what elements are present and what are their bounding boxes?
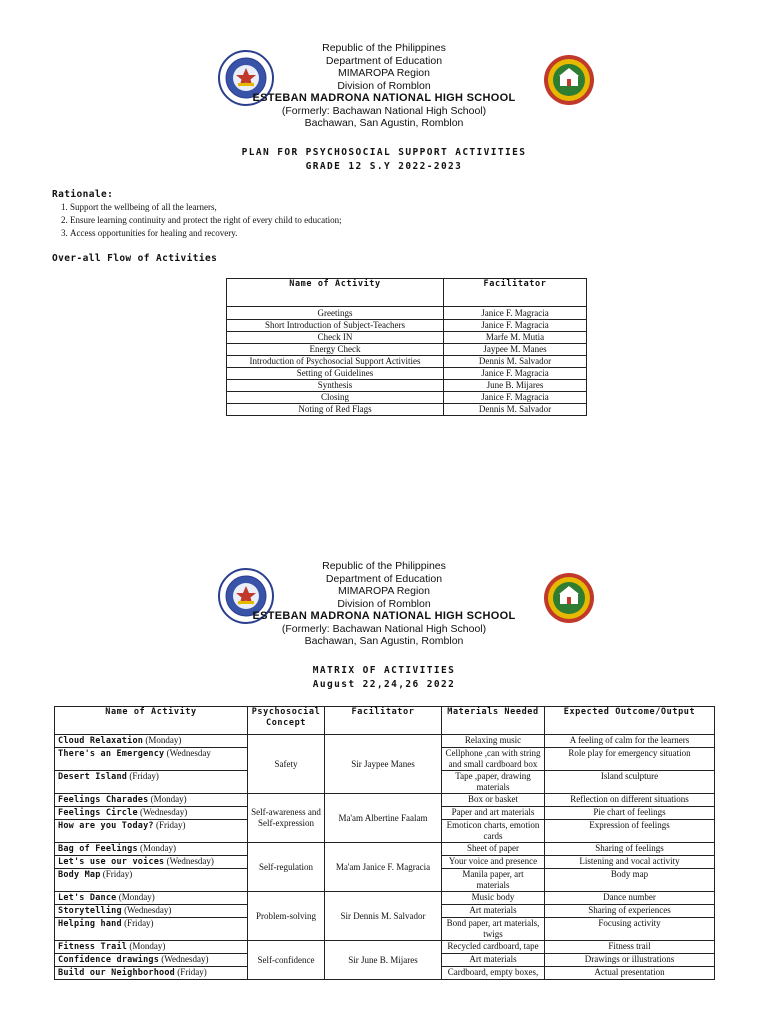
facilitator-cell: Dennis M. Salvador — [444, 404, 587, 416]
table-row — [227, 307, 587, 320]
activity-name: There's an Emergency — [58, 749, 165, 759]
list-item: 3. Access opportunities for healing and recovery. — [70, 227, 470, 240]
activity-name: Bag of Feelings — [58, 844, 138, 854]
table-row — [55, 941, 715, 954]
activity-day: (Friday) — [155, 820, 186, 830]
outcome-cell: Drawings or illustrations — [545, 954, 715, 967]
table-row — [227, 356, 587, 368]
header-line: MIMAROPA Region — [337, 67, 430, 79]
list-item: 1. Support the wellbeing of all the learners, — [70, 201, 470, 214]
materials-cell: Manila paper, art materials — [442, 869, 545, 892]
column-header: Expected Outcome/Output — [545, 707, 715, 735]
materials-cell: Emoticon charts, emotion cards — [442, 820, 545, 843]
column-header: Name of Activity — [55, 707, 248, 735]
facilitator-cell: Ma'am Janice F. Magracia — [325, 843, 442, 892]
concept-cell: Safety — [248, 735, 325, 794]
activity-cell: Check IN — [227, 332, 444, 344]
activity-name-cell — [55, 771, 248, 794]
matrix-table — [54, 706, 715, 980]
activity-name: Let's Dance — [58, 893, 117, 903]
matrix-date: August 22,24,26 2022 — [312, 679, 456, 690]
header-line: Republic of the Philippines — [322, 42, 446, 54]
table-row — [227, 380, 587, 392]
flow-label: Over-all Flow of Activities — [52, 253, 218, 264]
table-row — [227, 404, 587, 416]
activity-name-cell — [55, 869, 248, 892]
table-row — [227, 344, 587, 356]
table-row — [55, 892, 715, 905]
outcome-cell: A feeling of calm for the learners — [545, 735, 715, 748]
materials-cell: Cellphone ,can with string and small cardboard box — [442, 748, 545, 771]
materials-cell: Box or basket — [442, 794, 545, 807]
activity-cell: Noting of Red Flags — [227, 404, 444, 416]
outcome-cell: Body map — [545, 869, 715, 892]
outcome-cell: Focusing activity — [545, 918, 715, 941]
activity-name-cell — [55, 856, 248, 869]
table-row — [55, 794, 715, 807]
table-row — [227, 392, 587, 404]
activity-cell: Short Introduction of Subject-Teachers — [227, 320, 444, 332]
activity-cell: Synthesis — [227, 380, 444, 392]
materials-cell: Tape ,paper, drawing materials — [442, 771, 545, 794]
activity-name-cell — [55, 905, 248, 918]
activity-name-cell — [55, 820, 248, 843]
activity-name-cell — [55, 807, 248, 820]
facilitator-cell: Janice F. Magracia — [444, 392, 587, 404]
outcome-cell: Actual presentation — [545, 967, 715, 980]
table-row — [227, 368, 587, 380]
column-header: Facilitator — [325, 707, 442, 735]
outcome-cell: Sharing of experiences — [545, 905, 715, 918]
activity-name: Fitness Trail — [58, 942, 128, 952]
facilitator-cell: Jaypee M. Manes — [444, 344, 587, 356]
activity-day: (Wednesday) — [166, 856, 214, 866]
materials-cell: Music body — [442, 892, 545, 905]
materials-cell: Your voice and presence — [442, 856, 545, 869]
rationale-list — [52, 201, 470, 240]
header-line: MIMAROPA Region — [337, 585, 430, 597]
outcome-cell: Role play for emergency situation — [545, 748, 715, 771]
facilitator-cell: Janice F. Magracia — [444, 307, 587, 320]
activity-day: (Monday) — [150, 794, 187, 804]
activity-day: (Friday) — [177, 967, 207, 977]
activity-day: (Monday) — [145, 735, 182, 745]
materials-cell: Art materials — [442, 905, 545, 918]
outcome-cell: Sharing of feelings — [545, 843, 715, 856]
activity-name: Body Map — [58, 870, 101, 880]
header-line: Republic of the Philippines — [322, 560, 446, 572]
activity-name-cell — [55, 941, 248, 954]
activity-day: (Wednesday) — [124, 905, 172, 915]
materials-cell: Cardboard, empty boxes, — [442, 967, 545, 980]
table-row — [55, 843, 715, 856]
activity-name: Let's use our voices — [58, 857, 165, 867]
facilitator-cell: June B. Mijares — [444, 380, 587, 392]
list-item: 2. Ensure learning continuity and protect the right of every child to education; — [70, 214, 470, 227]
activity-day: (Wednesday) — [161, 954, 209, 964]
concept-cell: Self-confidence — [248, 941, 325, 980]
concept-cell: Self-awareness and Self-expression — [248, 794, 325, 843]
school-name: ESTEBAN MADRONA NATIONAL HIGH SCHOOL — [252, 92, 516, 104]
activity-day: (Monday) — [140, 843, 177, 853]
activity-name-cell — [55, 892, 248, 905]
table-row — [55, 735, 715, 748]
materials-cell: Paper and art materials — [442, 807, 545, 820]
activity-name-cell — [55, 967, 248, 980]
facilitator-cell: Janice F. Magracia — [444, 320, 587, 332]
concept-cell: Problem-solving — [248, 892, 325, 941]
outcome-cell: Island sculpture — [545, 771, 715, 794]
activity-name: Build our Neighborhood — [58, 968, 175, 978]
school-formerly: (Formerly: Bachawan National High School) — [281, 622, 487, 635]
activity-name: Desert Island — [58, 772, 128, 782]
activity-cell: Closing — [227, 392, 444, 404]
header-line: Division of Romblon — [337, 597, 431, 610]
outcome-cell: Pie chart of feelings — [545, 807, 715, 820]
facilitator-cell: Marfe M. Mutia — [444, 332, 587, 344]
activity-cell: Setting of Guidelines — [227, 368, 444, 380]
activity-name-cell — [55, 954, 248, 967]
outcome-cell: Fitness trail — [545, 941, 715, 954]
activity-name: Storytelling — [58, 906, 122, 916]
rationale-label: Rationale: — [52, 189, 114, 200]
table-row — [227, 320, 587, 332]
facilitator-cell: Dennis M. Salvador — [444, 356, 587, 368]
facilitator-cell: Janice F. Magracia — [444, 368, 587, 380]
concept-cell: Self-regulation — [248, 843, 325, 892]
activity-day: (Monday) — [118, 892, 155, 902]
activity-day: (Friday) — [102, 869, 133, 879]
header-block — [0, 560, 768, 648]
activity-day: (Monday) — [129, 941, 166, 951]
outcome-cell: Listening and vocal activity — [545, 856, 715, 869]
activity-name: Confidence drawings — [58, 955, 160, 965]
activity-name: Cloud Relaxation — [58, 736, 144, 746]
table-row — [227, 332, 587, 344]
activity-name-cell — [55, 735, 248, 748]
materials-cell: Recycled cardboard, tape — [442, 941, 545, 954]
outcome-cell: Expression of feelings — [545, 820, 715, 843]
activity-day: (Friday) — [124, 918, 154, 928]
plan-title: PLAN FOR PSYCHOSOCIAL SUPPORT ACTIVITIES — [241, 147, 527, 158]
activity-name-cell — [55, 918, 248, 941]
materials-cell: Art materials — [442, 954, 545, 967]
activity-cell: Introduction of Psychosocial Support Activities — [227, 356, 444, 368]
facilitator-cell: Sir June B. Mijares — [325, 941, 442, 980]
materials-cell: Relaxing music — [442, 735, 545, 748]
activity-name-cell — [55, 843, 248, 856]
outcome-cell: Dance number — [545, 892, 715, 905]
activity-name: Helping hand — [58, 919, 122, 929]
matrix-title: MATRIX OF ACTIVITIES — [312, 665, 456, 676]
activity-cell: Greetings — [227, 307, 444, 320]
school-address: Bachawan, San Agustin, Romblon — [304, 635, 464, 647]
header-line: Department of Education — [325, 572, 443, 585]
materials-cell: Sheet of paper — [442, 843, 545, 856]
materials-cell: Bond paper, art materials, twigs — [442, 918, 545, 941]
activity-name: How are you Today? — [58, 821, 154, 831]
activity-day: (Wednesday — [166, 748, 211, 758]
facilitator-cell: Ma'am Albertine Faalam — [325, 794, 442, 843]
outcome-cell: Reflection on different situations — [545, 794, 715, 807]
activity-day: (Friday) — [129, 771, 159, 781]
activity-name: Feelings Circle — [58, 808, 138, 818]
school-name: ESTEBAN MADRONA NATIONAL HIGH SCHOOL — [252, 610, 516, 622]
plan-subtitle: GRADE 12 S.Y 2022-2023 — [305, 161, 463, 172]
column-header: Facilitator — [444, 279, 587, 307]
activity-name-cell — [55, 794, 248, 807]
header-line: Department of Education — [325, 54, 443, 67]
school-formerly: (Formerly: Bachawan National High School) — [281, 104, 487, 117]
facilitator-cell: Sir Jaypee Manes — [325, 735, 442, 794]
column-header: Psychosocial Concept — [248, 707, 325, 735]
header-line: Division of Romblon — [337, 79, 431, 92]
activity-name: Feelings Charades — [58, 795, 149, 805]
column-header: Materials Needed — [442, 707, 545, 735]
activity-name-cell — [55, 748, 248, 771]
school-address: Bachawan, San Agustin, Romblon — [304, 117, 464, 129]
activity-day: (Wednesday) — [140, 807, 188, 817]
column-header: Name of Activity — [227, 279, 444, 307]
facilitator-cell: Sir Dennis M. Salvador — [325, 892, 442, 941]
header-block — [0, 42, 768, 130]
activity-cell: Energy Check — [227, 344, 444, 356]
flow-table — [226, 278, 587, 416]
